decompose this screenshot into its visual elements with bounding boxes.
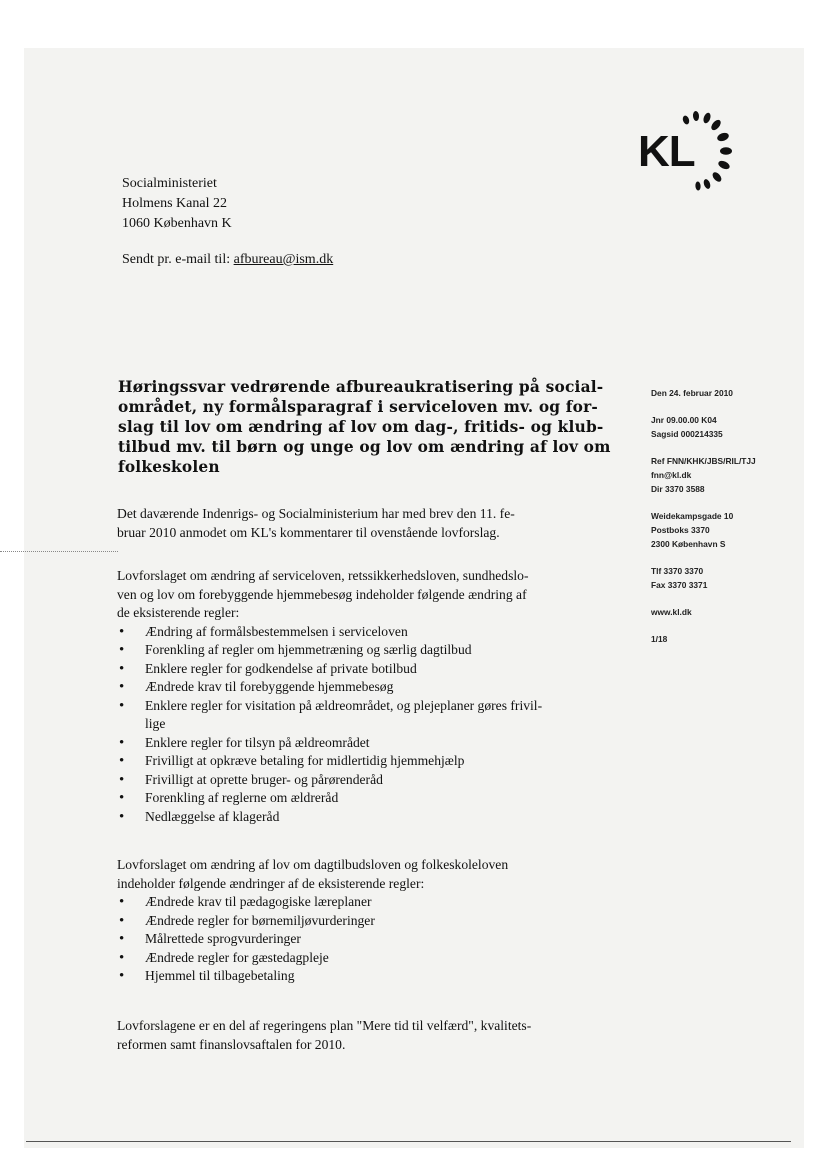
paragraph-line: bruar 2010 anmodet om KL's kommentarer til ovenstående lovforslag. — [117, 524, 500, 540]
paragraph-line: ven og lov om forebyggende hjemmebesøg indeholder følgende ændring af — [117, 586, 527, 602]
list-item: • Frivilligt at oprette bruger- og pårørenderåd — [117, 771, 607, 790]
recipient-email-link[interactable]: afbureau@ism.dk — [233, 252, 334, 267]
list-item: • Enklere regler for tilsyn på ældreområdet — [117, 734, 607, 753]
kl-logo — [638, 108, 734, 194]
list-item: • Enklere regler for visitation på ældreområdet, og plejeplaner gøres frivil- — [117, 697, 607, 716]
intro-paragraph — [117, 505, 607, 542]
list-item-continuation: lige — [145, 716, 166, 731]
sent-by-email-line — [122, 252, 333, 268]
paragraph-line: Lovforslaget om ændring af serviceloven, retssikkerhedsloven, sundhedslo- — [117, 568, 529, 583]
fax: Fax 3370 3371 — [651, 580, 708, 590]
list-item: • Frivilligt at opkræve betaling for midlertidig hjemmehjælp — [117, 752, 607, 771]
paragraph-line: indeholder følgende ændringer af de eksisterende regler: — [117, 875, 425, 891]
list-item: • Målrettede sprogvurderinger — [117, 930, 607, 949]
list-item: • Enklere regler for godkendelse af private botilbud — [117, 660, 607, 679]
phone: Tlf 3370 3370 — [651, 566, 704, 576]
title-line: Høringssvar vedrørende afbureaukratisering på social- — [118, 378, 604, 396]
list-item: • Ændring af formålsbestemmelsen i serviceloven — [117, 623, 607, 642]
address-line: Socialministeriet — [122, 176, 217, 191]
case-id: Sagsid 000214335 — [651, 429, 723, 439]
website-link[interactable]: www.kl.dk — [651, 607, 692, 617]
paragraph-line: reformen samt finanslovsaftalen for 2010. — [117, 1036, 346, 1052]
direct-phone: Dir 3370 3588 — [651, 484, 705, 494]
journal-number: Jnr 09.00.00 K04 — [651, 415, 717, 425]
address-line: Holmens Kanal 22 — [122, 196, 227, 211]
list-item: • Ændrede krav til forebyggende hjemmebesøg — [117, 678, 607, 697]
dagtilbud-paragraph — [117, 856, 607, 986]
paragraph-line: Det daværende Indenrigs- og Socialministerium har med brev den 11. fe- — [117, 506, 515, 521]
postbox: Postboks 3370 — [651, 525, 710, 535]
title-line: folkeskolen — [118, 458, 220, 476]
list-item: • Ændrede regler for gæstedagpleje — [117, 949, 607, 968]
kl-logo-text: KL — [638, 127, 695, 176]
list-item: • Forenkling af reglerne om ældreråd — [117, 789, 607, 808]
dagtilbud-bullet-list — [117, 893, 607, 986]
reference: Ref FNN/KHK/JBS/RIL/TJJ — [651, 456, 756, 466]
paragraph-line: de eksisterende regler: — [117, 605, 240, 620]
postal-city: 2300 København S — [651, 539, 726, 549]
list-item: • Hjemmel til tilbagebetaling — [117, 967, 607, 986]
contact-email[interactable]: fnn@kl.dk — [651, 470, 692, 480]
address-line: 1060 København K — [122, 216, 232, 231]
recipient-address — [122, 174, 232, 234]
title-line: tilbud mv. til børn og unge og lov om ændring af lov om — [118, 438, 611, 456]
closing-paragraph — [117, 1017, 607, 1054]
street-address: Weidekampsgade 10 — [651, 511, 734, 521]
bottom-rule-divider — [26, 1141, 791, 1142]
paragraph-line: Lovforslaget om ændring af lov om dagtilbudsloven og folkeskoleloven — [117, 857, 509, 872]
fold-mark-divider — [0, 551, 118, 552]
paragraph-line: Lovforslagene er en del af regeringens plan "Mere tid til velfærd", kvalitets- — [117, 1018, 532, 1033]
list-item: • Nedlæggelse af klageråd — [117, 808, 607, 827]
title-line: slag til lov om ændring af lov om dag-, fritids- og klub- — [118, 418, 604, 436]
serviceloven-bullet-list — [117, 623, 607, 827]
title-line: området, ny formålsparagraf i serviceloven mv. og for- — [118, 398, 598, 416]
sent-prefix: Sendt pr. e-mail til: — [122, 252, 234, 267]
list-item: • Forenkling af regler om hjemmetræning og særlig dagtilbud — [117, 641, 607, 660]
list-item: • Ændrede regler for børnemiljøvurderinger — [117, 912, 607, 931]
serviceloven-paragraph — [117, 567, 607, 826]
sidebar-metadata — [651, 386, 756, 659]
page-number: 1/18 — [651, 634, 668, 644]
list-item: • Ændrede krav til pædagogiske læreplaner — [117, 893, 607, 912]
letter-date: Den 24. februar 2010 — [651, 388, 733, 398]
document-title — [118, 377, 611, 477]
